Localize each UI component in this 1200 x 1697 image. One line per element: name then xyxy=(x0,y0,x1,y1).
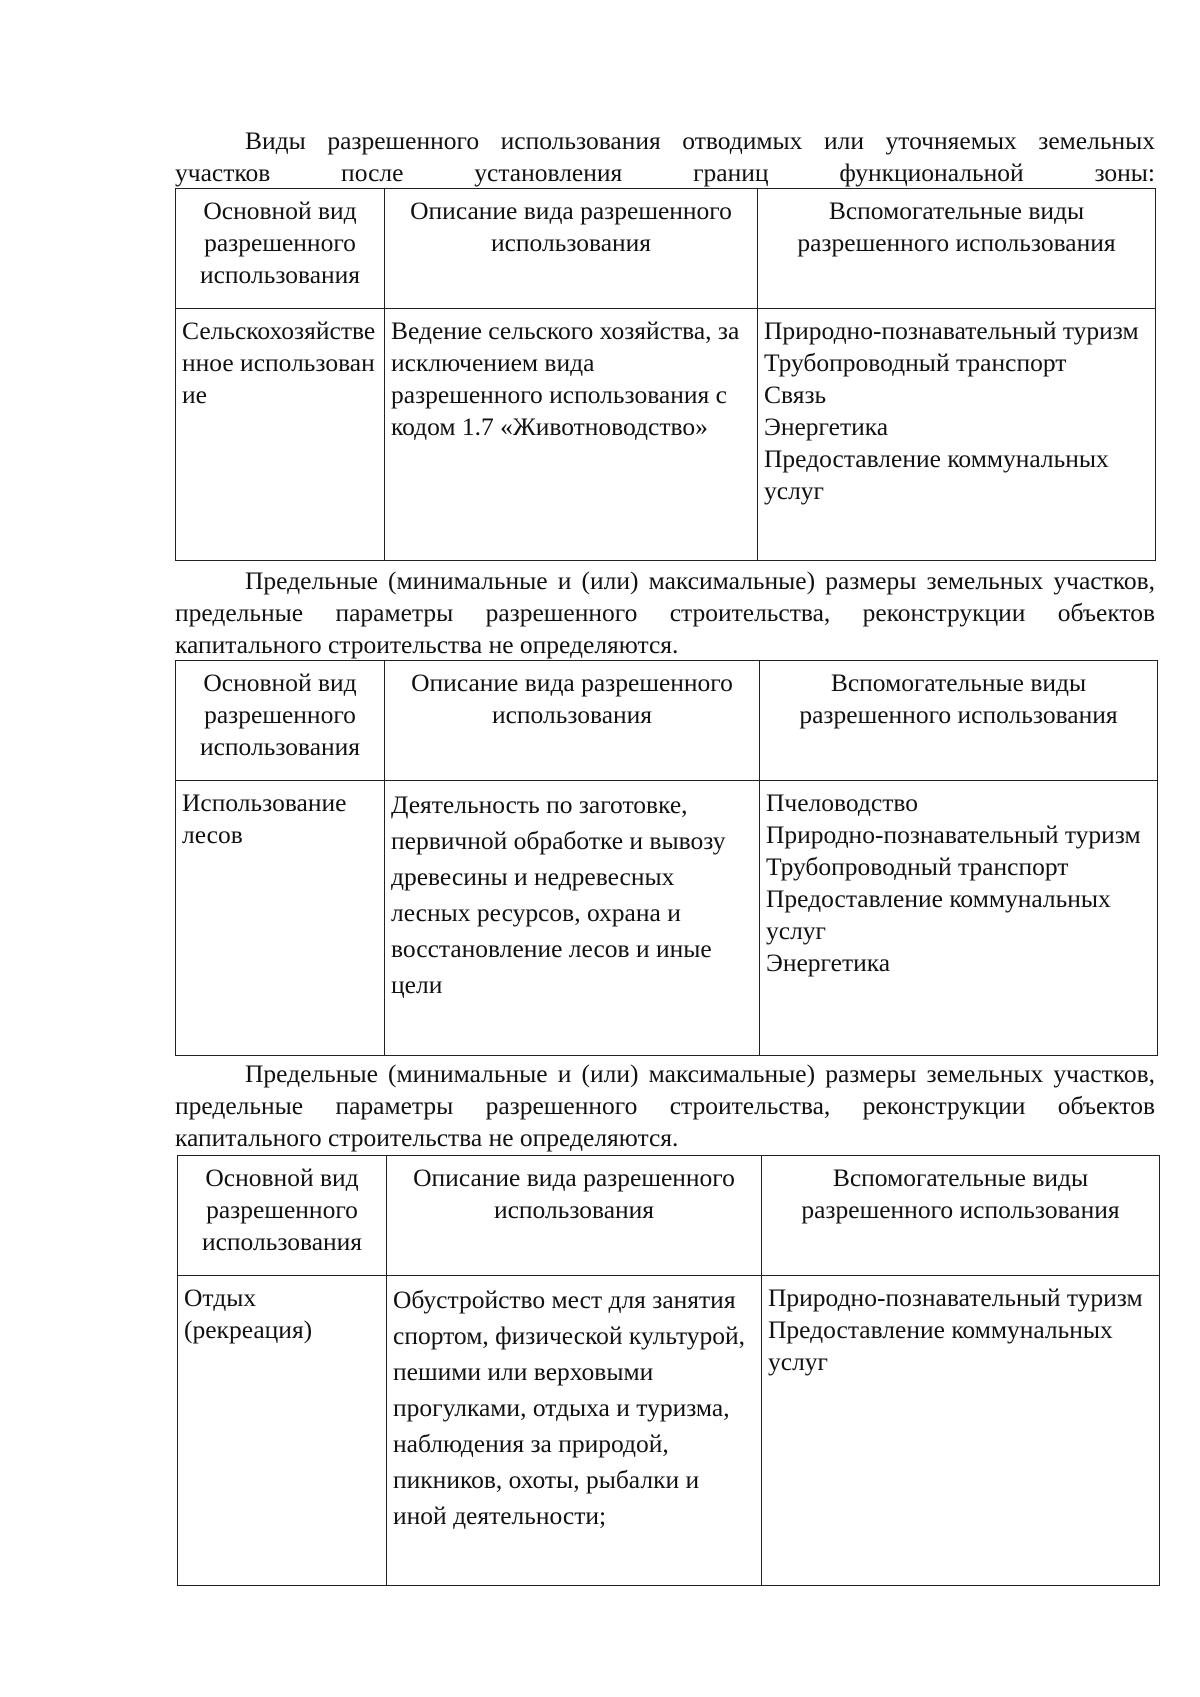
auxiliary-item: Трубопроводный транспорт xyxy=(766,852,1069,881)
auxiliary-item: Природно-познавательный туризм xyxy=(768,1283,1143,1312)
main-use-cell: Сельскохозяйственное использование xyxy=(176,309,385,561)
header-main-use: Основной вид разрешенного использования xyxy=(176,189,385,309)
header-description: Описание вида разрешенного использования xyxy=(385,661,760,781)
auxiliary-cell xyxy=(758,309,1156,561)
auxiliary-item: Энергетика xyxy=(766,948,891,977)
limits-paragraph-2: Предельные (минимальные и (или) максимальные) размеры земельных участков, предельные параметры разрешенного строительства, реконструкции объектов капитального строительства не определяются. xyxy=(175,1059,1155,1152)
header-main-use: Основной вид разрешенного использования xyxy=(178,1156,387,1276)
table-row xyxy=(176,781,1158,1056)
header-description: Описание вида разрешенного использования xyxy=(385,189,758,309)
header-auxiliary: Вспомогательные виды разрешенного использования xyxy=(758,189,1156,309)
main-use-cell: Отдых (рекреация) xyxy=(178,1276,387,1586)
auxiliary-item: Энергетика xyxy=(764,412,889,441)
header-main-use: Основной вид разрешенного использования xyxy=(176,661,385,781)
auxiliary-item: Природно-познавательный туризм xyxy=(764,316,1139,345)
auxiliary-cell xyxy=(762,1276,1160,1586)
land-use-table-3 xyxy=(177,1155,1160,1586)
auxiliary-cell xyxy=(760,781,1158,1056)
table-header-row xyxy=(176,661,1158,781)
limits-paragraph-1: Предельные (минимальные и (или) максимальные) размеры земельных участков, предельные параметры разрешенного строительства, реконструкции объектов капитального строительства не определяются. xyxy=(175,566,1155,659)
table-header-row xyxy=(178,1156,1160,1276)
auxiliary-item: Пчеловодство xyxy=(766,788,918,817)
auxiliary-item: Трубопроводный транспорт xyxy=(764,348,1067,377)
main-use-cell: Использование лесов xyxy=(176,781,385,1056)
header-description: Описание вида разрешенного использования xyxy=(387,1156,762,1276)
description-cell: Деятельность по заготовке, первичной обработке и вывозу древесины и недревесных лесных ресурсов, охрана и восстановление лесов и иные цели xyxy=(385,781,760,1056)
table-row xyxy=(176,309,1156,561)
table-row xyxy=(178,1276,1160,1586)
description-cell: Обустройство мест для занятия спортом, физической культурой, пешими или верховыми прогулками, отдыха и туризма, наблюдения за природой, пикников, охоты, рыбалки и иной деятельности; xyxy=(387,1276,762,1586)
auxiliary-item: Предоставление коммунальных услуг xyxy=(768,1315,1113,1376)
auxiliary-item: Предоставление коммунальных услуг xyxy=(766,884,1111,945)
header-auxiliary: Вспомогательные виды разрешенного использования xyxy=(762,1156,1160,1276)
auxiliary-item: Предоставление коммунальных услуг xyxy=(764,444,1109,505)
table-header-row xyxy=(176,189,1156,309)
header-auxiliary: Вспомогательные виды разрешенного использования xyxy=(760,661,1158,781)
land-use-table-2 xyxy=(175,660,1158,1056)
auxiliary-item: Природно-познавательный туризм xyxy=(766,820,1141,849)
intro-paragraph: Виды разрешенного использования отводимых или уточняемых земельных участков после установления границ функциональной зоны: xyxy=(175,126,1155,187)
auxiliary-item: Связь xyxy=(764,380,827,409)
land-use-table-1 xyxy=(175,188,1156,561)
description-cell: Ведение сельского хозяйства, за исключением вида разрешенного использования с кодом 1.7 «Животноводство» xyxy=(385,309,758,561)
